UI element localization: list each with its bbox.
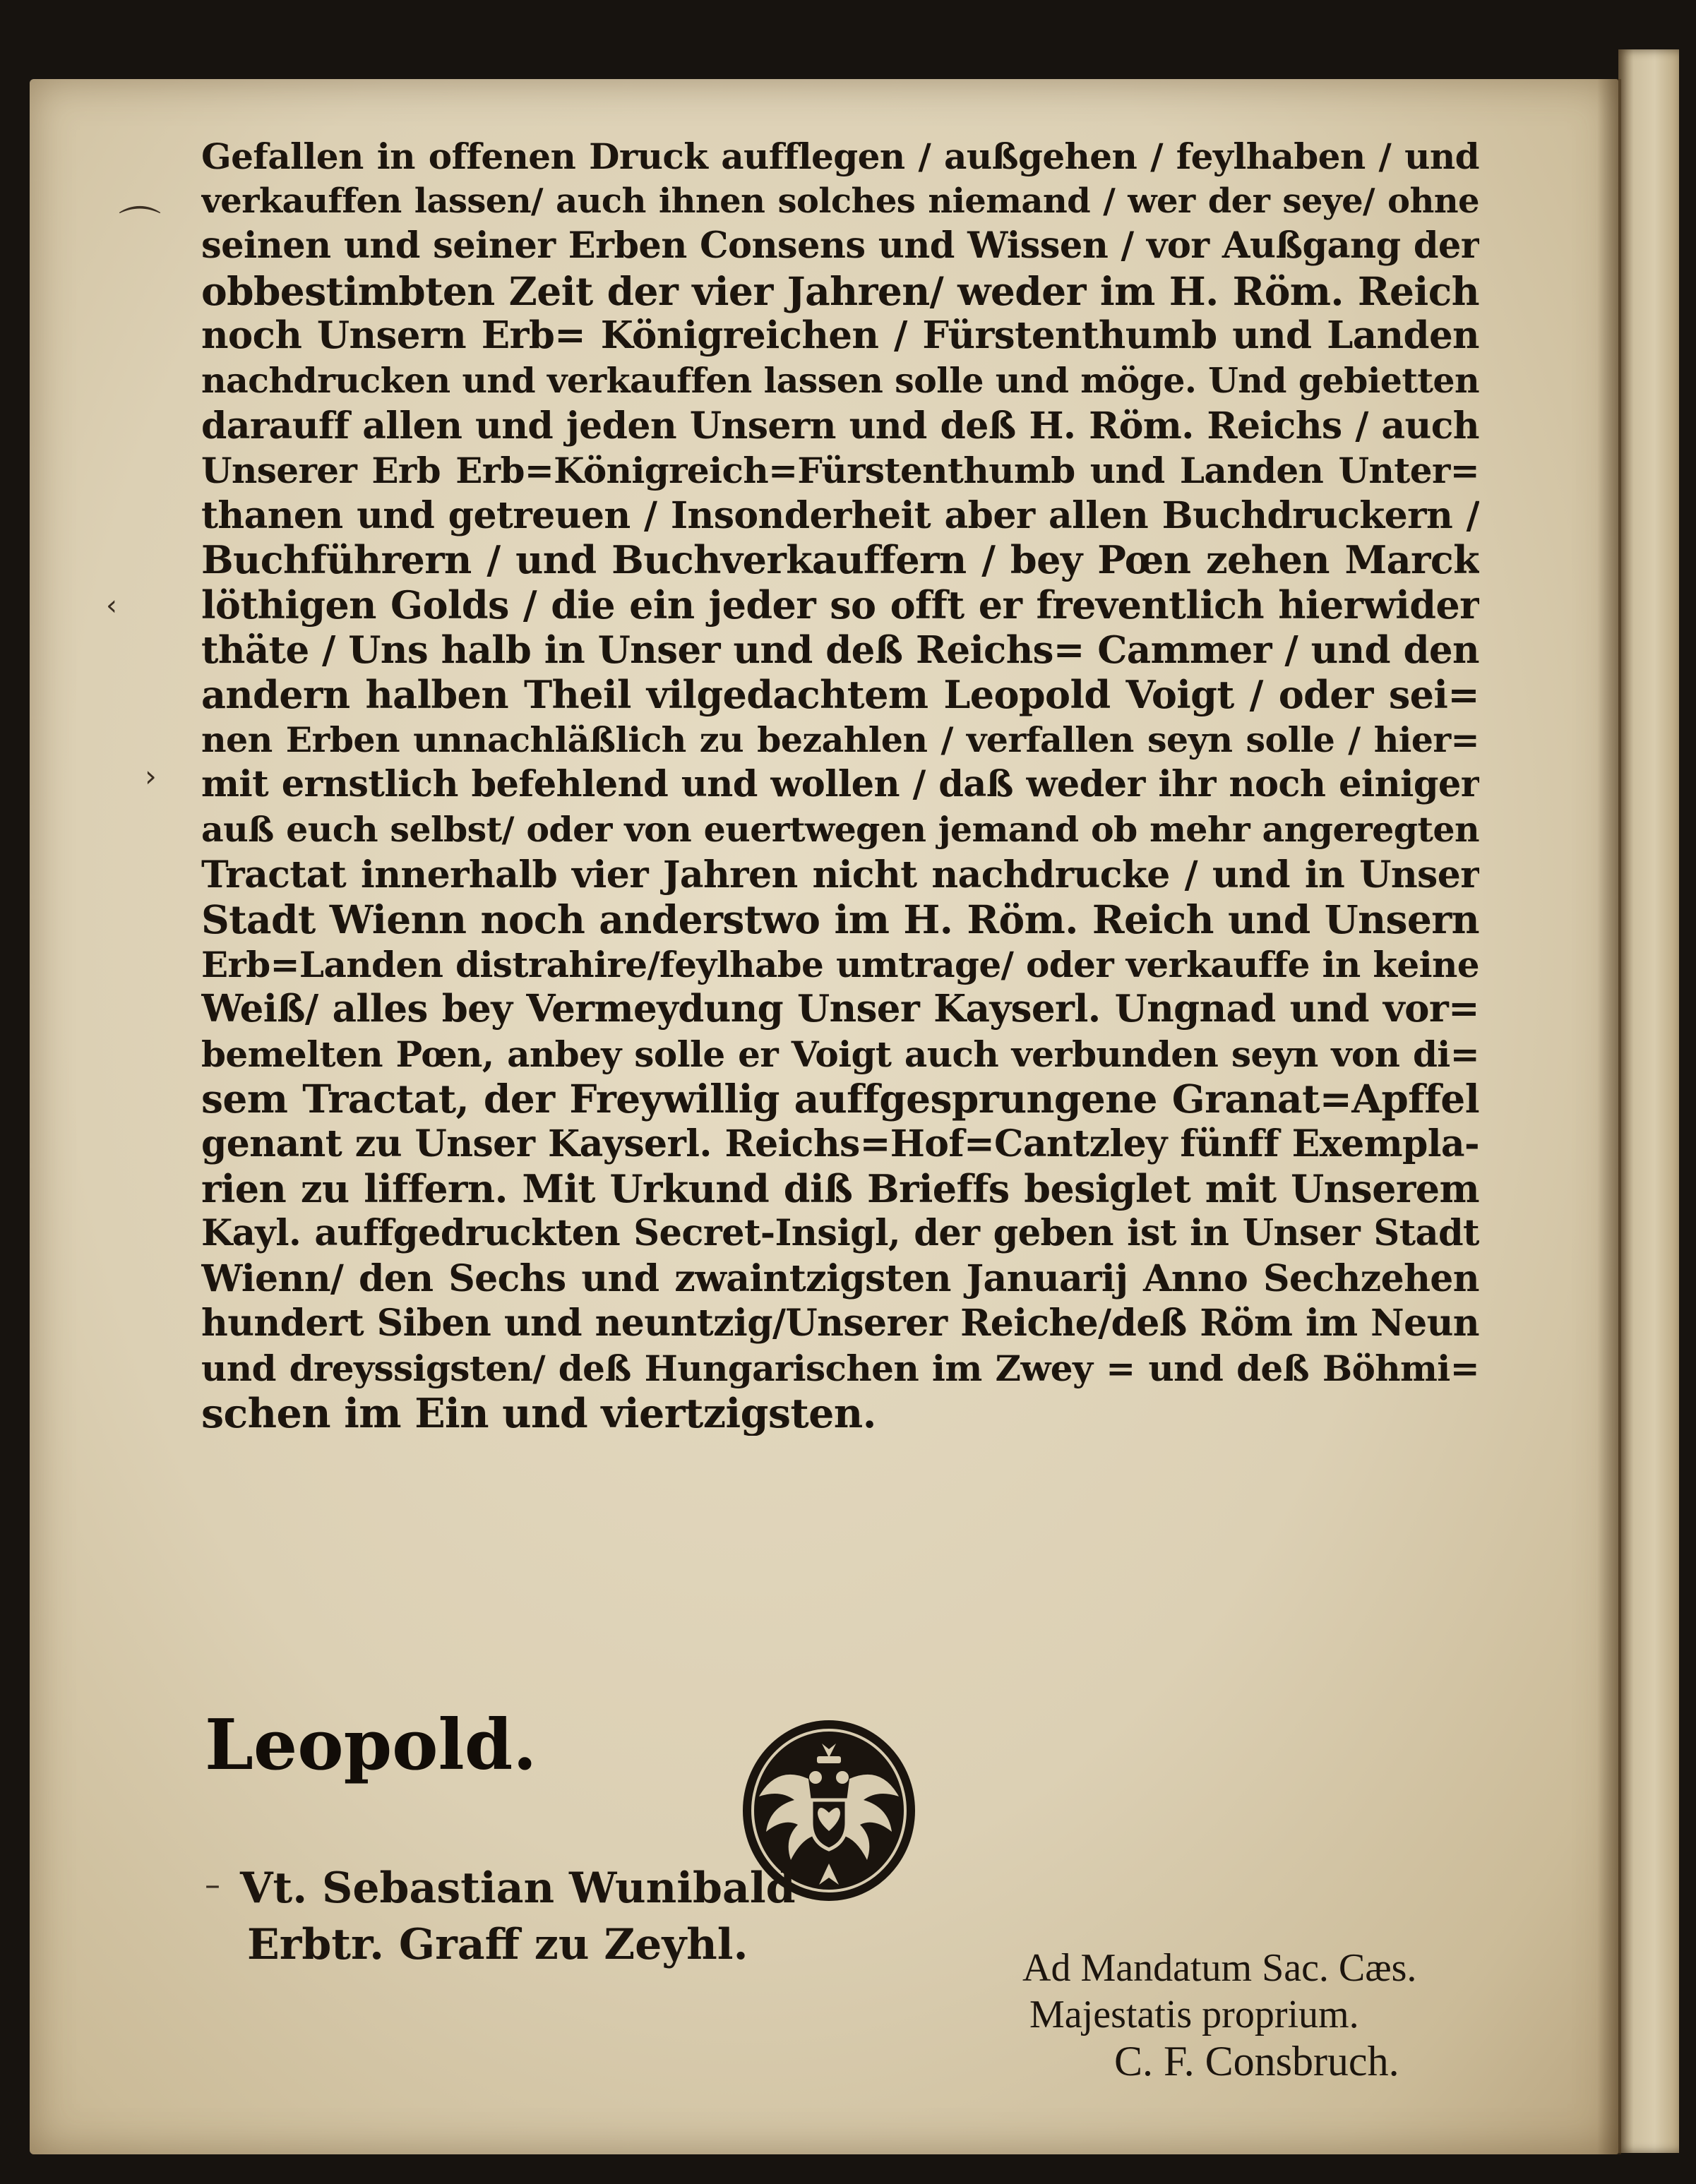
text-line: Stadt Wienn noch anderstwo im H. Röm. Reich und Unsern (201, 897, 1479, 942)
margin-dash-mark: – (205, 1867, 220, 1903)
decree-body-text (201, 134, 1479, 1436)
margin-tick-mark: › (145, 759, 157, 793)
text-line: Weiß/ alles bey Vermeydung Unser Kayserl. Ungnad und vor= (201, 987, 1479, 1031)
text-line: Unserer Erb Erb=Königreich=Fürstenthumb und Landen Unter= (201, 450, 1479, 492)
text-line: Tractat innerhalb vier Jahren nicht nachdrucke / und in Unser (201, 853, 1479, 896)
text-line: thäte / Uns halb in Unser und deß Reichs= Cammer / und den (201, 628, 1479, 672)
text-line: Wienn/ den Sechs und zwaintzigsten Januarij Anno Sechzehen (201, 1256, 1479, 1300)
countersign-line-1: Vt. Sebastian Wunibald (240, 1864, 796, 1913)
text-line: schen im Ein und viertzigsten. (201, 1391, 876, 1436)
mandate-signer: C. F. Consbruch. (1114, 2038, 1399, 2084)
text-line: mit ernstlich befehlend und wollen / daß weder ihr noch einiger (201, 763, 1479, 806)
text-line: auß euch selbst/ oder von euertwegen jemand ob mehr angeregten (201, 808, 1479, 850)
text-line: Erb=Landen distrahire/feylhabe umtrage/ oder verkauffe in keine (201, 943, 1479, 985)
countersign-line-2: Erbtr. Graff zu Zeyhl. (247, 1920, 748, 1969)
text-line: hundert Siben und neuntzig/Unserer Reiche/deß Röm im Neun (201, 1302, 1479, 1345)
imperial-signature: Leopold. (205, 1705, 537, 1786)
text-line: noch Unsern Erb= Königreichen / Fürstenthumb und Landen (201, 313, 1479, 358)
text-line: bemelten Pœn, anbey solle er Voigt auch verbunden seyn von di= (201, 1033, 1479, 1075)
countersignature (240, 1860, 796, 1973)
text-line: nachdrucken und verkauffen lassen solle und möge. Und gebietten (201, 359, 1479, 401)
text-line: nen Erben unnachläßlich zu bezahlen / verfallen seyn solle / hier= (201, 719, 1479, 760)
text-line: andern halben Theil vilgedachtem Leopold Voigt / oder sei= (201, 673, 1479, 718)
text-line: rien zu liffern. Mit Urkund diß Brieffs besiglet mit Unserem (201, 1166, 1479, 1211)
text-line: seinen und seiner Erben Consens und Wissen / vor Außgang der (201, 224, 1479, 268)
text-line: obbestimbten Zeit der vier Jahren/ weder im H. Röm. Reich (201, 268, 1479, 314)
text-line: thanen und getreuen / Insonderheit aber allen Buchdruckern / (201, 493, 1479, 537)
text-line: verkauffen lassen/ auch ihnen solches niemand / wer der seye/ ohne (201, 181, 1479, 221)
text-line: Buchführern / und Buchverkauffern / bey Pœn zehen Marck (201, 538, 1479, 583)
text-line: genant zu Unser Kayserl. Reichs=Hof=Cantzley fünff Exempla- (201, 1122, 1479, 1166)
text-line: sem Tractat, der Freywillig auffgesprungene Granat=Apffel (201, 1076, 1479, 1122)
text-line: Gefallen in offenen Druck aufflegen / außgehen / feylhaben / und (201, 136, 1479, 177)
margin-bracket-mark: ⌒ (119, 203, 161, 253)
page-gutter-shadow (1597, 79, 1621, 2154)
text-line: löthigen Golds / die ein jeder so offt er freventlich hierwider (201, 582, 1479, 628)
mandate-block (1022, 1945, 1416, 2084)
text-line: Kayl. auffgedruckten Secret-Insigl, der geben ist in Unser Stadt (201, 1212, 1479, 1255)
margin-tick-mark: ‹ (106, 589, 117, 622)
text-line: und dreyssigsten/ deß Hungarischen im Zwey = und deß Böhmi= (201, 1348, 1479, 1390)
text-line: darauff allen und jeden Unsern und deß H. Röm. Reichs / auch (201, 404, 1479, 448)
mandate-line-1: Ad Mandatum Sac. Cæs. (1022, 1946, 1417, 1990)
adjacent-page-edge (1618, 49, 1679, 2153)
mandate-line-2: Majestatis proprium. (1029, 1993, 1359, 2036)
